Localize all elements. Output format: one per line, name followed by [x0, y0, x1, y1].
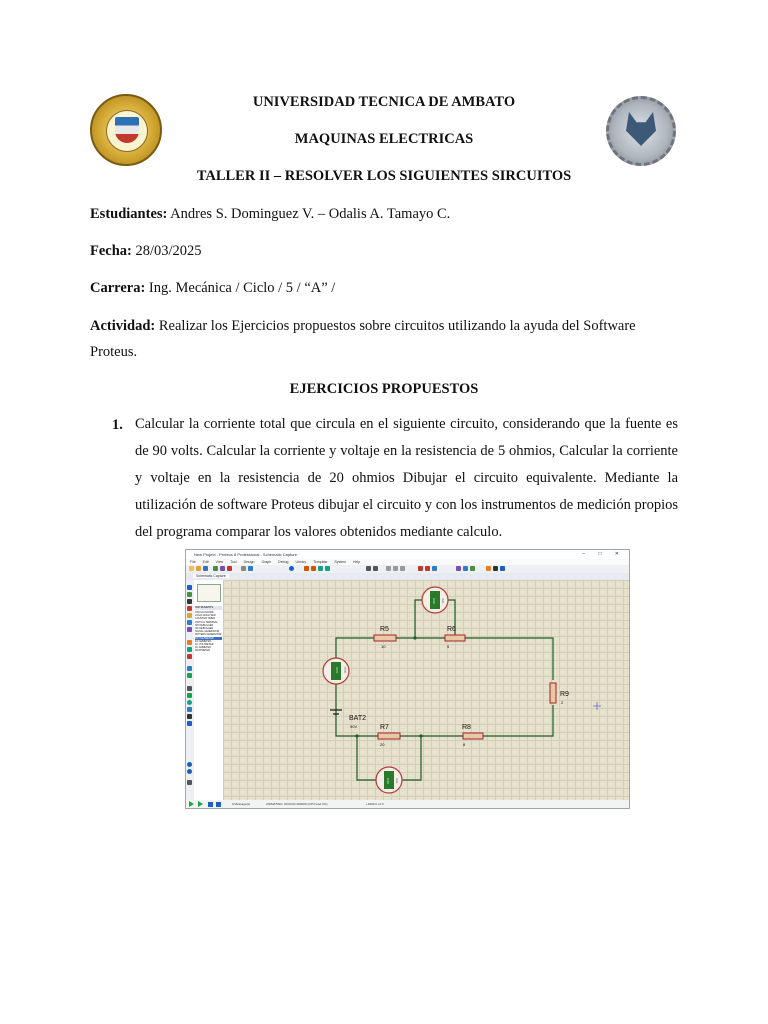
date-label: Fecha:: [90, 243, 132, 259]
resistor-r5[interactable]: [374, 635, 396, 641]
graph-icon[interactable]: [187, 654, 192, 659]
wires: [336, 600, 553, 780]
wire-autorouter-icon[interactable]: [486, 566, 491, 571]
meter-bottom[interactable]: [376, 767, 402, 793]
mirror-icon[interactable]: [187, 780, 192, 785]
status-messages[interactable]: 0 Message(s): [232, 802, 251, 806]
date-value: 28/03/2025: [131, 243, 202, 259]
section-title: EJERCICIOS PROPUESTOS: [289, 381, 479, 397]
zoom-in-icon[interactable]: [304, 566, 309, 571]
r6-label: R6: [447, 626, 456, 633]
instrument-item[interactable]: AC VOLTMETER: [195, 643, 214, 647]
exercise-text: Calcular la corriente total que circula en el siguiente circuito, considerando que la fuente es de 90 volts. Calcular la corriente y voltaje en la resistencia de 5 ohmios, Calcular la corriente y voltaje en la resistencia de 20 ohmios Dibujar el circuito equivalente. Mediante la utilización de software Proteus dibujar el circuito y con los instrumentos de medición propios del programa comparar los valores obtenidos mediante calculo.: [135, 416, 678, 540]
text-icon[interactable]: [187, 721, 192, 726]
zoom-out-icon[interactable]: [311, 566, 316, 571]
help-icon[interactable]: [289, 566, 294, 571]
circuit-diagram: [223, 580, 629, 800]
menu-template[interactable]: Template: [313, 560, 328, 564]
career-value: Ing. Mecánica / Ciclo / 5 / “A” /: [145, 280, 336, 296]
rotate-ccw-icon[interactable]: [187, 769, 192, 774]
r8-label: R8: [462, 724, 471, 731]
component-icon[interactable]: [220, 566, 225, 571]
r9-value: 2: [561, 700, 564, 705]
wire-meter-bottom-right: [402, 736, 421, 780]
stop-icon[interactable]: [216, 802, 221, 807]
menu-tool[interactable]: Tool: [230, 560, 237, 564]
instrument-item[interactable]: AC AMMETER: [195, 646, 211, 650]
r5-value: 10: [381, 644, 386, 649]
career-label: Carrera:: [90, 280, 146, 296]
meter-bottom-unit: Volts: [395, 778, 398, 784]
meter-bottom-reading: 0.00: [386, 778, 390, 784]
pick-device-icon[interactable]: [456, 566, 461, 571]
instrument-item-selected[interactable]: DC VOLTMETER: [195, 637, 222, 640]
meter-left[interactable]: [323, 658, 349, 684]
junction-icon[interactable]: [187, 599, 192, 604]
students-value: Andres S. Dominguez V. – Odalis A. Tamayo C.: [167, 206, 451, 222]
junction-dot: [413, 636, 416, 639]
window-title: New Project - Proteus 8 Professional - Schematic Capture: [194, 552, 297, 557]
instrument-item[interactable]: WATTMETER: [195, 649, 210, 653]
r7-value: 20: [380, 742, 385, 747]
schematic-canvas[interactable]: [223, 580, 629, 800]
make-device-icon[interactable]: [463, 566, 468, 571]
pause-icon[interactable]: [208, 802, 213, 807]
toolbar: [186, 565, 629, 573]
probe-icon[interactable]: [187, 666, 192, 671]
panel-header: INSTRUMENTS: [195, 606, 222, 610]
crosshair-cursor-icon: [593, 702, 601, 710]
wire-bottom: [336, 705, 553, 736]
meter-top-unit: Volts: [441, 598, 444, 604]
students-line: [90, 206, 450, 223]
window-controls[interactable]: – □ ✕: [582, 551, 625, 557]
activity-line: [90, 318, 636, 335]
box-icon[interactable]: [187, 693, 192, 698]
meter-top-reading: 0.00: [432, 598, 436, 604]
path-icon[interactable]: [187, 714, 192, 719]
wire-label-icon[interactable]: [187, 606, 192, 611]
resistor-r9[interactable]: [550, 683, 556, 703]
activity-value: Realizar los Ejercicios propuestos sobre circuitos utilizando la ayuda del Software: [155, 318, 636, 334]
pcb-icon[interactable]: [227, 566, 232, 571]
menu-help[interactable]: Help: [353, 560, 361, 564]
menu-design[interactable]: Design: [243, 560, 255, 564]
menu-debug[interactable]: Debug: [278, 560, 289, 564]
instrument-item[interactable]: SIGNAL GENERATOR: [195, 630, 220, 634]
block-copy-icon[interactable]: [418, 566, 423, 571]
paste-icon[interactable]: [400, 566, 405, 571]
resistor-r8[interactable]: [463, 733, 483, 739]
resistor-r7[interactable]: [378, 733, 400, 739]
component-mode-icon[interactable]: [187, 592, 192, 597]
step-icon[interactable]: [198, 801, 203, 807]
activity-label: Actividad:: [90, 318, 156, 334]
wire-top: [336, 638, 553, 680]
workshop-title: TALLER II – RESOLVER LOS SIGUIENTES SIRCUITOS: [196, 168, 572, 184]
grid-icon[interactable]: [241, 566, 246, 571]
r7-label: R7: [380, 724, 389, 731]
instrument-item[interactable]: COUNTER TIMER: [195, 617, 215, 621]
meter-left-unit: Amps: [344, 666, 347, 673]
meter-top[interactable]: [422, 587, 448, 613]
search-icon[interactable]: [493, 566, 498, 571]
redo-icon[interactable]: [373, 566, 378, 571]
object-selector-panel: [194, 580, 224, 800]
instrument-icon[interactable]: [187, 673, 192, 678]
status-bar: [186, 800, 629, 808]
undo-icon[interactable]: [366, 566, 371, 571]
r6-value: 5: [447, 644, 450, 649]
zoom-area-icon[interactable]: [325, 566, 330, 571]
cut-icon[interactable]: [386, 566, 391, 571]
resistor-r6[interactable]: [445, 635, 465, 641]
career-line: [90, 280, 335, 297]
activity-continuation: Proteus.: [90, 344, 138, 360]
text-script-icon[interactable]: [187, 613, 192, 618]
instrument-list: [195, 611, 222, 653]
menu-system[interactable]: System: [334, 560, 347, 564]
property-tool-icon[interactable]: [500, 566, 505, 571]
menu-edit[interactable]: Edit: [202, 560, 209, 564]
origin-icon[interactable]: [248, 566, 253, 571]
r5-label: R5: [380, 626, 389, 633]
preview-window[interactable]: [197, 584, 221, 602]
new-icon[interactable]: [189, 566, 194, 571]
block-move-icon[interactable]: [425, 566, 430, 571]
wire-meter-bottom-left: [357, 736, 376, 780]
date-line: [90, 243, 202, 260]
menu-view[interactable]: View: [215, 560, 224, 564]
line-icon[interactable]: [187, 686, 192, 691]
zoom-all-icon[interactable]: [318, 566, 323, 571]
terminal-icon[interactable]: [187, 640, 192, 645]
menu-graph[interactable]: Graph: [261, 560, 272, 564]
menu-file[interactable]: File: [190, 560, 196, 564]
r9-label: R9: [560, 691, 569, 698]
r8-value: 8: [463, 742, 466, 747]
menu-library[interactable]: Library: [295, 560, 307, 564]
save-icon[interactable]: [203, 566, 208, 571]
tab-schematic-capture[interactable]: Schematic Capture: [193, 574, 229, 578]
tab-bar: [186, 573, 629, 580]
instrument-item[interactable]: PATTERN GENERATOR: [195, 633, 222, 637]
battery-value: 90V: [350, 724, 358, 729]
package-tool-icon[interactable]: [470, 566, 475, 571]
arc-icon[interactable]: [187, 707, 192, 712]
exercise-number: 1.: [112, 417, 123, 433]
status-text: ANIMATING: 00:00:01.000000 (CPU load 1%): [266, 802, 328, 806]
instrument-item[interactable]: LOGIC ANALYSER: [195, 614, 216, 618]
instrument-item[interactable]: I2C DEBUGGER: [195, 627, 214, 631]
left-toolbox: [186, 580, 194, 800]
subcircuit-icon[interactable]: [187, 627, 192, 632]
subject-title: MAQUINAS ELECTRICAS: [294, 131, 474, 147]
junction-dot: [419, 734, 422, 737]
instrument-item[interactable]: DC AMMETER: [195, 639, 211, 643]
bus-icon[interactable]: [187, 620, 192, 625]
circle-icon[interactable]: [187, 700, 192, 705]
rotate-cw-icon[interactable]: [187, 762, 192, 767]
status-coords: +3300.0 +0.0: [366, 802, 384, 806]
instrument-item[interactable]: SPI DEBUGGER: [195, 623, 214, 627]
home-icon[interactable]: [213, 566, 218, 571]
meter-left-reading: 0.00: [335, 667, 339, 673]
students-label: Estudiantes:: [90, 206, 168, 222]
copy-icon[interactable]: [393, 566, 398, 571]
select-mode-icon[interactable]: [187, 585, 192, 590]
instrument-item[interactable]: VIRTUAL TERMINAL: [195, 620, 218, 624]
block-rotate-icon[interactable]: [432, 566, 437, 571]
junctions: [355, 636, 456, 737]
play-icon[interactable]: [189, 801, 194, 807]
pin-icon[interactable]: [187, 647, 192, 652]
junction-dot: [355, 734, 358, 737]
instrument-item[interactable]: OSCILLOSCOPE: [195, 611, 214, 614]
university-title: UNIVERSIDAD TECNICA DE AMBATO: [252, 94, 516, 110]
component-labels: [349, 626, 569, 747]
proteus-screenshot: [185, 549, 630, 809]
battery-label: BAT2: [349, 715, 366, 722]
open-icon[interactable]: [196, 566, 201, 571]
window-titlebar: [186, 550, 629, 559]
